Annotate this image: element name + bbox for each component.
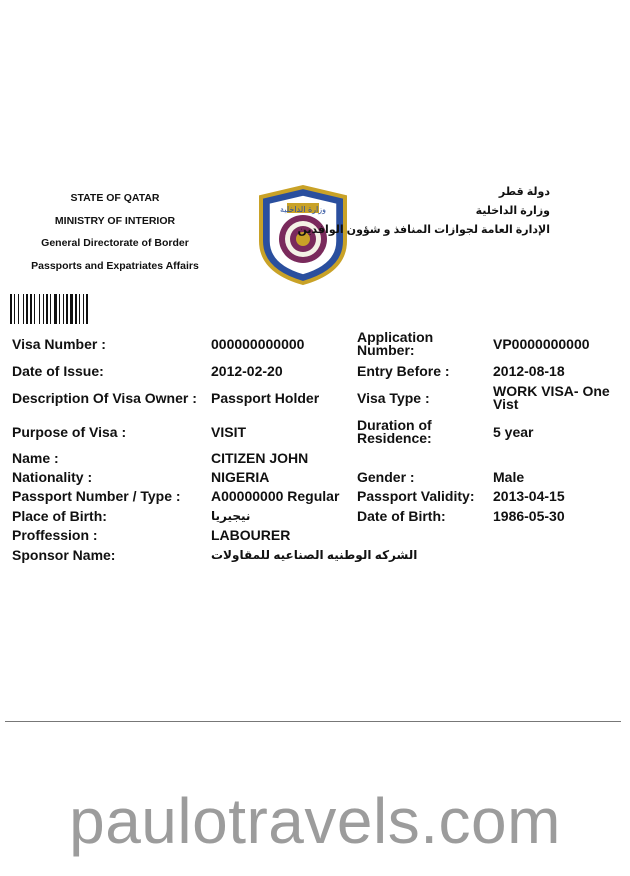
barcode-bar xyxy=(43,294,44,324)
row-name xyxy=(12,449,612,468)
barcode-bar xyxy=(83,294,84,324)
barcode-bar xyxy=(26,294,28,324)
separator-line xyxy=(5,721,621,722)
barcode-bar xyxy=(66,294,68,324)
label-date-of-birth: Date of Birth: xyxy=(357,508,446,524)
value-duration: 5 year xyxy=(493,423,534,440)
barcode-bar xyxy=(34,294,35,324)
barcode-bar xyxy=(63,294,64,324)
label-profession: Proffession : xyxy=(12,527,98,543)
label-gender: Gender : xyxy=(357,469,415,485)
row-date-of-issue xyxy=(12,361,612,381)
header-arabic xyxy=(297,183,550,240)
value-sponsor: الشركه الوطنيه الصناعيه للمقاولات xyxy=(211,548,418,562)
barcode xyxy=(10,294,106,324)
barcode-bar xyxy=(39,294,40,324)
barcode-bar xyxy=(30,294,32,324)
barcode-bar xyxy=(46,294,48,324)
directorate-name-arabic: الإدارة العامة لجوازات المنافذ و شؤون الوافدين xyxy=(297,224,550,236)
emblem-text: وزارة الداخلية xyxy=(280,205,326,214)
state-name: STATE OF QATAR xyxy=(70,192,160,204)
label-passport-validity: Passport Validity: xyxy=(357,488,475,504)
barcode-bar xyxy=(18,294,19,324)
label-visa-number: Visa Number : xyxy=(12,335,106,352)
header-english xyxy=(10,187,220,278)
label-place-of-birth: Place of Birth: xyxy=(12,508,107,524)
row-purpose xyxy=(12,415,612,449)
barcode-bar xyxy=(75,294,77,324)
ministry-name-arabic: وزارة الداخلية xyxy=(475,205,550,217)
label-owner-description: Description Of Visa Owner : xyxy=(12,389,197,406)
value-place-of-birth: نيجيريا xyxy=(211,509,251,523)
value-name: CITIZEN JOHN xyxy=(211,450,309,466)
barcode-bar xyxy=(23,294,24,324)
value-profession: LABOURER xyxy=(211,527,291,543)
label-duration: Duration of Residence: xyxy=(357,417,432,446)
label-purpose: Purpose of Visa : xyxy=(12,423,127,440)
value-owner-description: Passport Holder xyxy=(211,389,320,406)
label-name: Name : xyxy=(12,450,59,466)
barcode-bar xyxy=(10,294,12,324)
row-owner-description xyxy=(12,381,612,415)
value-purpose: VISIT xyxy=(211,423,247,440)
barcode-bar xyxy=(54,294,57,324)
value-date-of-birth: 1986-05-30 xyxy=(493,508,565,524)
value-passport-number: A00000000 Regular xyxy=(211,488,340,504)
barcode-bar xyxy=(50,294,51,324)
row-visa-number xyxy=(12,327,612,361)
row-place-of-birth xyxy=(12,507,612,526)
barcode-bar xyxy=(59,294,60,324)
row-passport-number xyxy=(12,487,612,506)
value-visa-type: WORK VISA- One Vist xyxy=(493,383,610,412)
row-profession xyxy=(12,526,612,545)
label-sponsor: Sponsor Name: xyxy=(12,547,116,563)
ministry-name: MINISTRY OF INTERIOR xyxy=(54,214,176,227)
state-name-arabic: دولة قطر xyxy=(498,186,550,198)
department-name: Passports and Expatriates Affairs xyxy=(31,260,199,273)
value-date-of-issue: 2012-02-20 xyxy=(211,362,283,379)
barcode-bar xyxy=(79,294,80,324)
label-nationality: Nationality : xyxy=(12,469,93,485)
value-gender: Male xyxy=(493,469,525,485)
label-application-number: Application Number: xyxy=(357,329,434,358)
barcode-bar xyxy=(86,294,88,324)
value-entry-before: 2012-08-18 xyxy=(493,362,565,379)
value-application-number: VP0000000000 xyxy=(493,335,590,352)
value-visa-number: 000000000000 xyxy=(211,335,305,352)
value-passport-validity: 2013-04-15 xyxy=(493,488,565,504)
watermark: paulotravels.com xyxy=(69,785,561,857)
row-nationality xyxy=(12,468,612,487)
row-sponsor xyxy=(12,546,612,565)
directorate-name: General Directorate of Border xyxy=(41,237,189,250)
label-passport-number: Passport Number / Type : xyxy=(12,488,181,504)
label-date-of-issue: Date of Issue: xyxy=(12,362,104,379)
label-visa-type: Visa Type : xyxy=(357,389,430,406)
barcode-bar xyxy=(70,294,73,324)
barcode-bar xyxy=(14,294,15,324)
label-entry-before: Entry Before : xyxy=(357,362,450,379)
value-nationality: NIGERIA xyxy=(211,469,270,485)
